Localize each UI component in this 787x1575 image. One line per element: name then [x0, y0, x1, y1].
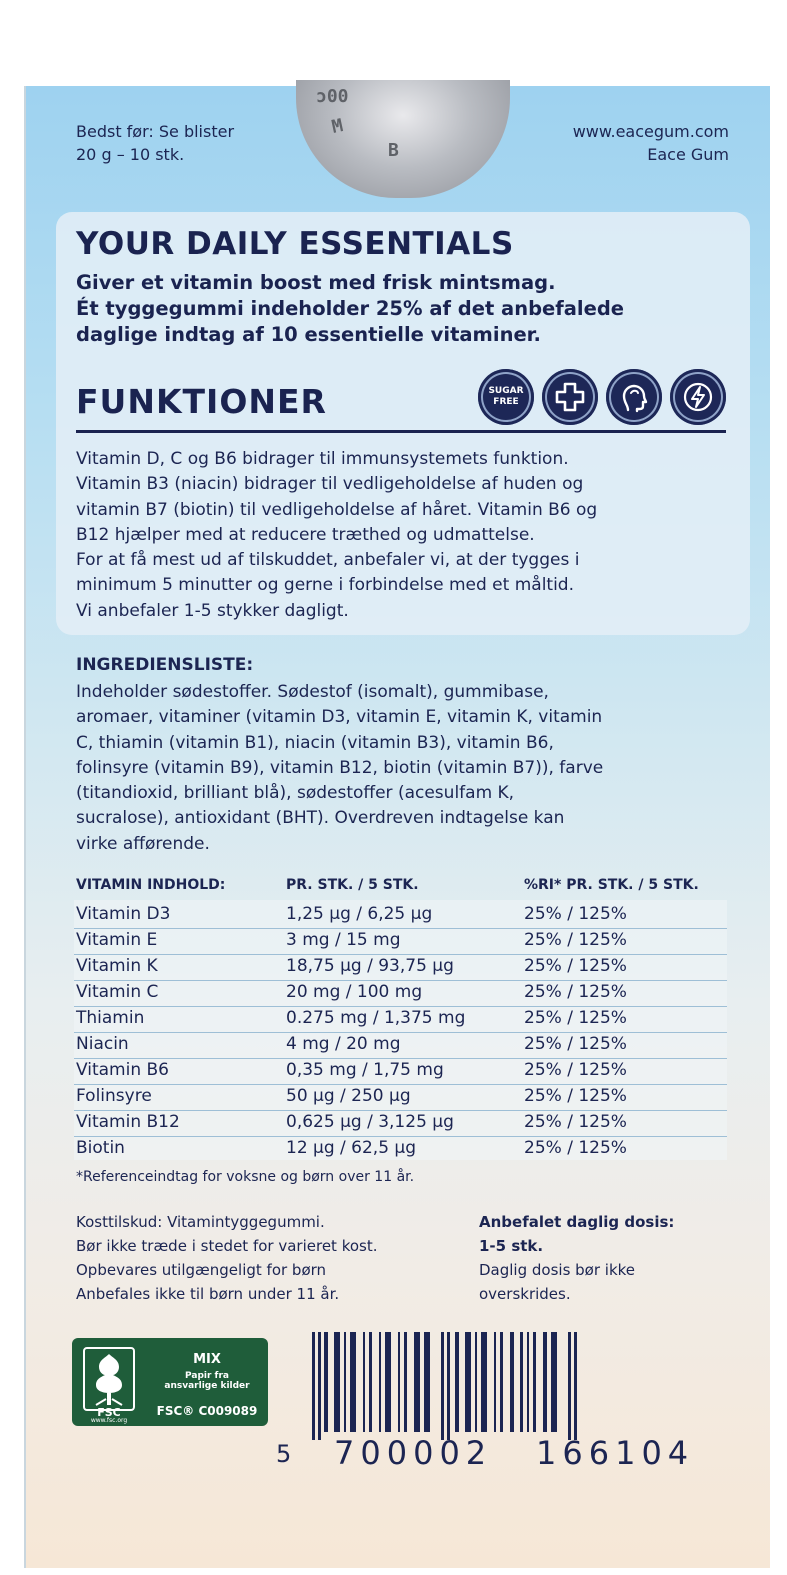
section-divider	[76, 430, 726, 433]
vitamin-table-header-amount: PR. STK. / 5 STK.	[286, 877, 419, 893]
barcode-bar	[404, 1332, 407, 1432]
barcode-bar	[475, 1332, 477, 1432]
daily-dose	[479, 1210, 674, 1306]
badge-text-line: FREE	[493, 397, 519, 407]
lightning-icon	[670, 369, 726, 425]
warning-line: Kosttilskud: Vitamintyggegummi.	[76, 1213, 325, 1231]
table-row	[0, 1084, 787, 1110]
brand-name: Eace Gum	[647, 145, 729, 164]
barcode-bar	[494, 1332, 496, 1432]
table-row	[0, 980, 787, 1006]
table-row	[0, 902, 787, 928]
vitamin-name: Vitamin D3	[76, 904, 171, 924]
feature-badges	[478, 369, 726, 425]
head-profile-icon	[606, 369, 662, 425]
functions-line: B12 hjælper med at reducere træthed og udmattelse.	[76, 524, 535, 545]
barcode-bar	[334, 1332, 340, 1432]
vitamin-ri: 25% / 125%	[524, 930, 627, 950]
blister-mark-2: M	[329, 115, 345, 138]
dose-note-line: Daglig dosis bør ikke	[479, 1261, 636, 1279]
barcode-bar	[510, 1332, 514, 1432]
barcode-bar	[447, 1332, 450, 1440]
row-divider	[74, 980, 727, 981]
barcode-bar	[344, 1332, 346, 1432]
barcode-bar	[533, 1332, 536, 1432]
ingredients-line: folinsyre (vitamin B9), vitamin B12, biotin (vitamin B7)), farve	[76, 757, 604, 778]
cross-icon	[542, 369, 598, 425]
intro-line: Ét tyggegummi indeholder 25% af det anbefalede	[76, 297, 625, 320]
barcode-right-digits: 166104	[536, 1434, 695, 1472]
vitamin-amount: 0.275 mg / 1,375 mg	[286, 1008, 466, 1028]
fsc-sub-line: Papir fra	[185, 1371, 229, 1381]
functions-title: FUNKTIONER	[76, 382, 327, 421]
ingredients-line: sucralose), antioxidant (BHT). Overdreven indtagelse kan	[76, 808, 565, 829]
vitamin-ri: 25% / 125%	[524, 982, 627, 1002]
best-before-line: Bedst før: Se blister	[76, 122, 235, 141]
barcode-bar	[481, 1332, 487, 1432]
best-before-info	[76, 120, 234, 166]
fsc-certification-badge	[72, 1338, 268, 1426]
barcode-bar	[324, 1332, 328, 1432]
barcode-bar	[568, 1332, 571, 1440]
barcode-bar	[543, 1332, 547, 1432]
row-divider	[74, 1058, 727, 1059]
ingredients-line: (titandioxid, brilliant blå), sødestoffer (acesulfam K,	[76, 783, 515, 804]
barcode-bar	[379, 1332, 381, 1432]
warning-line: Anbefales ikke til børn under 11 år.	[76, 1285, 340, 1303]
functions-line: minimum 5 minutter og gerne i forbindelse med et måltid.	[76, 575, 574, 596]
barcode-bar	[500, 1332, 503, 1432]
vitamin-ri: 25% / 125%	[524, 1008, 627, 1028]
table-row	[0, 1058, 787, 1084]
barcode-bar	[414, 1332, 420, 1432]
vitamin-ri: 25% / 125%	[524, 956, 627, 976]
vitamin-ri: 25% / 125%	[524, 1086, 627, 1106]
vitamin-amount: 12 µg / 62,5 µg	[286, 1138, 417, 1158]
website-text: www.eacegum.com	[572, 122, 729, 141]
sugar-free-icon	[478, 369, 534, 425]
vitamin-name: Vitamin B12	[76, 1112, 180, 1132]
row-divider	[74, 954, 727, 955]
vitamin-name: Vitamin E	[76, 930, 158, 950]
barcode-bar	[551, 1332, 557, 1432]
table-row	[0, 1006, 787, 1032]
vitamin-ri: 25% / 125%	[524, 1138, 627, 1158]
barcode-bar	[465, 1332, 471, 1432]
barcode-bar	[455, 1332, 459, 1432]
vitamin-ri: 25% / 125%	[524, 904, 627, 924]
fsc-url: www.fsc.org	[90, 1417, 128, 1424]
table-row	[0, 954, 787, 980]
vitamin-amount: 0,35 mg / 1,75 mg	[286, 1060, 444, 1080]
ingredients-text	[76, 680, 736, 857]
barcode-bar	[424, 1332, 430, 1432]
vitamin-amount: 1,25 µg / 6,25 µg	[286, 904, 433, 924]
dose-amount: 1-5 stk.	[479, 1237, 544, 1255]
vitamin-name: Thiamin	[76, 1008, 145, 1028]
functions-line: Vitamin D, C og B6 bidrager til immunsystemets funktion.	[76, 449, 569, 469]
vitamin-amount: 0,625 µg / 3,125 µg	[286, 1112, 454, 1132]
vitamin-table-header-ri: %RI* PR. STK. / 5 STK.	[524, 877, 699, 893]
row-divider	[74, 1006, 727, 1007]
row-divider	[74, 928, 727, 929]
barcode-bar	[527, 1332, 529, 1432]
vitamin-amount: 3 mg / 15 mg	[286, 930, 401, 950]
ingredients-line: C, thiamin (vitamin B1), niacin (vitamin B3), vitamin B6,	[76, 732, 554, 753]
barcode-bar	[441, 1332, 444, 1440]
barcode-bar	[385, 1332, 391, 1432]
barcode-bar	[350, 1332, 356, 1432]
ingredients-line: aromaer, vitaminer (vitamin D3, vitamin E, vitamin K, vitamin	[76, 707, 603, 728]
intro-line: daglige indtag af 10 essentielle vitaminer.	[76, 323, 541, 346]
vitamin-amount: 4 mg / 20 mg	[286, 1034, 401, 1054]
table-row	[0, 1110, 787, 1136]
barcode-bar	[574, 1332, 577, 1440]
intro-line: Giver et vitamin boost med frisk mintsmag.	[76, 271, 556, 294]
warning-line: Bør ikke træde i stedet for varieret kost.	[76, 1237, 378, 1255]
barcode	[312, 1332, 732, 1440]
barcode-bar	[520, 1332, 523, 1432]
badge-text-line: SUGAR	[488, 386, 524, 396]
brand-info	[573, 120, 729, 166]
vitamin-name: Niacin	[76, 1034, 129, 1054]
table-row	[0, 928, 787, 954]
barcode-bar	[398, 1332, 400, 1432]
ingredients-line: virke afførende.	[76, 833, 210, 854]
barcode-bar	[369, 1332, 372, 1432]
table-row	[0, 1136, 787, 1162]
vitamin-name: Biotin	[76, 1138, 125, 1158]
fsc-mix-label: MIX	[193, 1352, 221, 1367]
dose-note-line: overskrides.	[479, 1285, 571, 1303]
vitamin-ri: 25% / 125%	[524, 1034, 627, 1054]
functions-line: Vi anbefaler 1-5 stykker dagligt.	[76, 600, 349, 621]
essentials-title: YOUR DAILY ESSENTIALS	[76, 226, 514, 262]
vitamin-ri: 25% / 125%	[524, 1112, 627, 1132]
fsc-sub-text	[152, 1371, 262, 1391]
fsc-license-code: FSC® C009089	[156, 1404, 258, 1418]
vitamin-table-header-name: VITAMIN INDHOLD:	[76, 877, 226, 893]
ingredients-title: INGREDIENSLISTE:	[76, 655, 254, 675]
functions-line: Vitamin B3 (niacin) bidrager til vedligeholdelse af huden og	[76, 474, 584, 495]
row-divider	[74, 1136, 727, 1137]
fsc-label: FSC	[97, 1406, 121, 1419]
dose-title: Anbefalet daglig dosis:	[479, 1213, 675, 1231]
barcode-bar	[312, 1332, 315, 1440]
functions-line: For at få mest ud af tilskuddet, anbefaler vi, at der tygges i	[76, 550, 580, 571]
row-divider	[74, 1032, 727, 1033]
row-divider	[74, 1084, 727, 1085]
vitamin-amount: 18,75 µg / 93,75 µg	[286, 956, 454, 976]
ingredients-line: Indeholder sødestoffer. Sødestof (isomalt), gummibase,	[76, 682, 549, 702]
blister-mark-1: ɔ00	[316, 86, 349, 107]
essentials-intro	[76, 270, 746, 348]
vitamin-name: Vitamin C	[76, 982, 159, 1002]
weight-count-line: 20 g – 10 stk.	[76, 145, 185, 164]
supplement-warnings	[76, 1210, 378, 1306]
reference-footnote: *Referenceindtag for voksne og børn over 11 år.	[76, 1169, 415, 1185]
barcode-left-digits: 700002	[334, 1434, 493, 1472]
table-row	[0, 1032, 787, 1058]
barcode-bar	[363, 1332, 365, 1432]
vitamin-name: Vitamin B6	[76, 1060, 170, 1080]
warning-line: Opbevares utilgængeligt for børn	[76, 1261, 327, 1279]
row-divider	[74, 1110, 727, 1111]
vitamin-amount: 50 µg / 250 µg	[286, 1086, 411, 1106]
vitamin-amount: 20 mg / 100 mg	[286, 982, 423, 1002]
functions-line: vitamin B7 (biotin) til vedligeholdelse af håret. Vitamin B6 og	[76, 499, 598, 520]
vitamin-name: Folinsyre	[76, 1086, 152, 1106]
vitamin-ri: 25% / 125%	[524, 1060, 627, 1080]
functions-text	[76, 447, 746, 624]
vitamin-name: Vitamin K	[76, 956, 158, 976]
fsc-sub-line: ansvarlige kilder	[164, 1381, 250, 1391]
blister-mark-3: B	[388, 140, 399, 161]
barcode-bar	[318, 1332, 321, 1440]
barcode-first-digit: 5	[276, 1440, 294, 1468]
